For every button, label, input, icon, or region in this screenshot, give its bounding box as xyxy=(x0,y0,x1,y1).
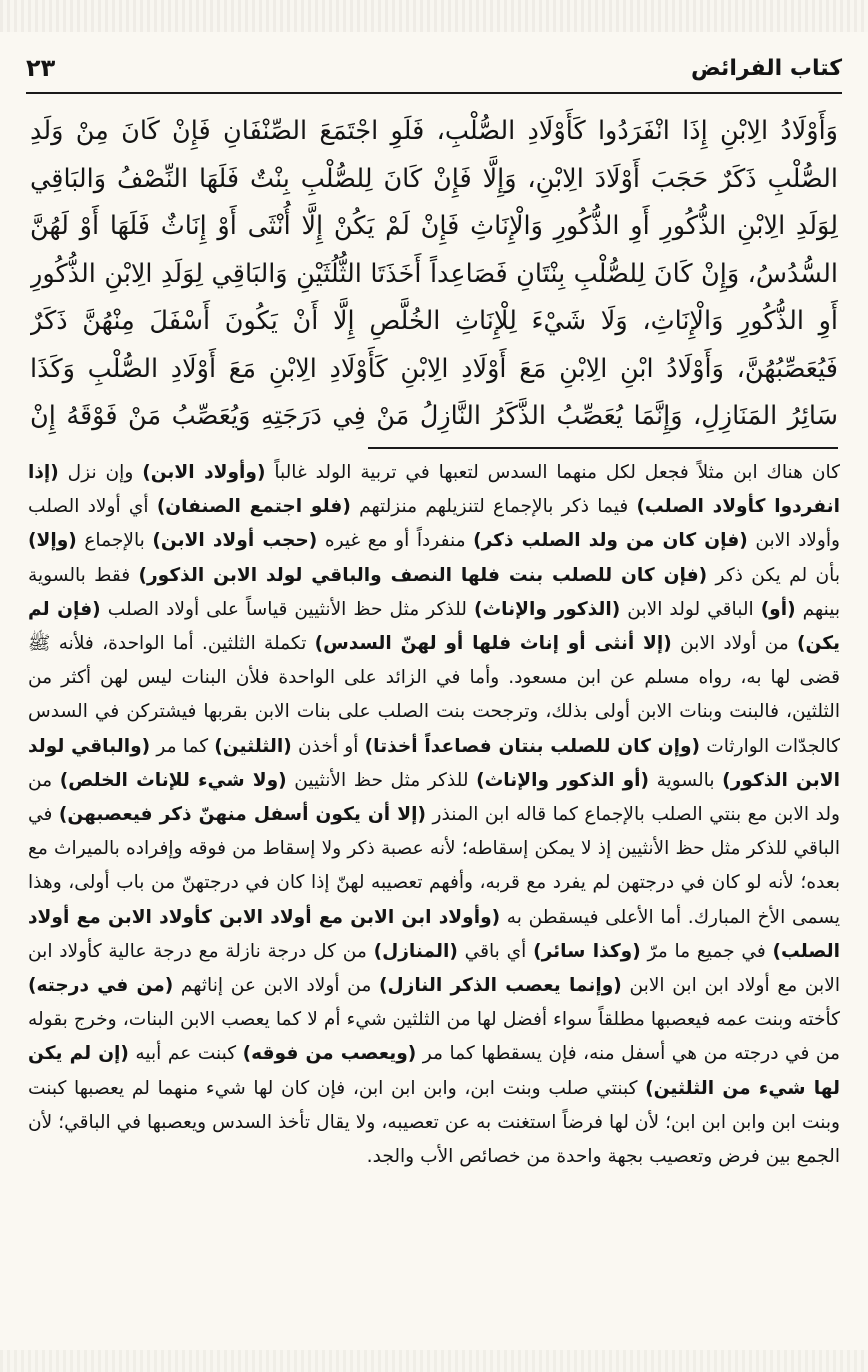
book-title: كتاب الفرائض xyxy=(691,56,842,81)
quoted-matn: (إن لم يكن لها شيء من الثلثين) xyxy=(28,1043,840,1099)
quoted-matn: (فإن كان من ولد الصلب ذكر) xyxy=(473,530,748,552)
commentary-segment: أو أخذن xyxy=(291,735,365,757)
commentary-segment: من كل درجة نازلة مع درجة عالية كأولاد ابن الابن مع أولاد ابن ابن الابن xyxy=(28,940,840,997)
footnote-separator xyxy=(368,447,838,449)
commentary-segment: بأن لم يكن ذكر xyxy=(707,564,840,586)
page-number: ٢٣ xyxy=(26,54,56,82)
scan-edge-bottom xyxy=(0,1350,868,1372)
commentary-segment: الباقي لولد الابن xyxy=(620,598,761,620)
quoted-matn: (فإن لم يكن) xyxy=(28,598,840,655)
commentary-segment: للذكر مثل حظ الأنثيين xyxy=(286,769,477,791)
quoted-matn: (الذكور والإناث) xyxy=(473,598,621,620)
scan-edge-top xyxy=(0,0,868,32)
commentary-segment: بالسوية xyxy=(649,769,723,791)
quoted-matn: (حجب أولاد الابن) xyxy=(152,530,318,552)
quoted-matn: (أو الذكور والإناث) xyxy=(476,769,650,791)
commentary-segment: فقط بالسوية بينهم xyxy=(28,564,840,620)
quoted-matn: (وإنما يعصب الذكر النازل) xyxy=(378,975,622,997)
quoted-matn: (وإلا) xyxy=(28,530,77,552)
commentary-segment: من أولاد الابن xyxy=(671,633,797,655)
commentary-segment: كان هناك ابن مثلاً فجعل لكل منهما السدس لتعبها في تربية الولد غالباً xyxy=(265,462,840,483)
commentary-segment: كأخته وبنت عمه فيعصبها مطلقاً سواء أفضل لها من الثلثين شيء أم لا كما يعصب الابن البنات، وخرج بقوله من في درجته من هي أسفل منه، فإن يسقطها كما مر xyxy=(28,1009,840,1065)
quoted-matn: (الثلثين) xyxy=(214,735,292,757)
quoted-matn: (فإن كان للصلب بنت فلها النصف والباقي لولد الابن الذكور) xyxy=(138,564,708,586)
commentary-segment: في الباقي للذكر مثل حظ الأنثيين إذ لا يمكن إسقاطه؛ لأنه عصبة ذكر ولا إسقاط من فوقه وإفراده بالميراث مع بعده؛ لأنه لو كان في درجتهن لم يفرد مع قربه، وأفهم تعصيبه لهنّ إذا كان في درجتهنّ من باب أولى، وهذا يسمى الأخ المبارك. أما الأعلى فيسقطن به xyxy=(28,804,840,928)
commentary-segment: أي باقي xyxy=(457,940,534,962)
quoted-matn: (من في درجته) xyxy=(28,975,174,997)
commentary-segment: تكملة الثلثين. أما الواحدة، فلأنه ﷺ قضى لها به، رواه مسلم عن ابن مسعود. وأما في الزائد على الواحدة فلأن البنات ليس لهن أكثر من الثلثين، فالبنت وبنات الابن أولى بذلك، وترجحت بنت الصلب على بنات الابن بقربها فيشتركن في السدس كالجدّات الوارثات xyxy=(28,633,840,757)
commentary-segment: من ولد الابن مع بنتي الصلب بالإجماع كما قاله ابن المنذر xyxy=(28,769,840,826)
quoted-matn: (والباقي لولد الابن الذكور) xyxy=(28,735,840,791)
quoted-matn: (وكذا سائر) xyxy=(533,940,641,962)
quoted-matn: (ويعصب من فوقه) xyxy=(242,1043,417,1065)
commentary-segment: كبنتي صلب وبنت ابن، وابن ابن ابن، فإن كان لها شيء منهما لم يعصبها كبنت وبنت ابن وابن ابن ابن؛ لأن لها فرضاً استغنت به عن تعصيبه، ولا يقال تأخذ السدس ويعصبها في الباقي؛ لأن الجمع بين فرض وتعصيب بجهة واحدة من خصائص الأب والجد. xyxy=(28,1077,840,1168)
commentary-segment: وإن نزل xyxy=(58,462,143,483)
commentary-segment: فيما ذكر بالإجماع لتنزيلهم منزلتهم xyxy=(350,496,637,518)
running-header xyxy=(26,52,842,94)
commentary-segment: أي أولاد الصلب وأولاد الابن xyxy=(28,496,840,552)
quoted-matn: (وإن كان للصلب بنتان فصاعداً أخذتا) xyxy=(364,735,701,757)
commentary-segment: من أولاد الابن عن إناثهم xyxy=(173,975,379,997)
quoted-matn: (إلا أنثى أو إناث فلها أو لهنّ السدس) xyxy=(314,633,672,655)
quoted-matn: (وأولاد ابن الابن مع أولاد الابن كأولاد الابن مع أولاد الصلب) xyxy=(28,906,840,962)
commentary-segment: كبنت عم أبيه xyxy=(128,1043,243,1065)
quoted-matn: (إذا انفردوا كأولاد الصلب) xyxy=(28,462,840,518)
matn-text: وَأَوْلَادُ الِابْنِ إِذَا انْفَرَدُوا كَأَوْلَادِ الصُّلْبِ، فَلَوِ اجْتَمَعَ الصِّنْفَانِ فَإِنْ كَانَ مِنْ وَلَدِ الصُّلْبِ ذَكَرٌ حَجَبَ أَوْلَادَ الِابْنِ، وَإِلَّا فَإِنْ كَانَ لِلصُّلْبِ بِنْتٌ فَلَهَا النِّصْفُ وَالبَاقِي لِوَلَدِ الِابْنِ الذُّكُورِ أَوِ الذُّكُورِ وَالْإِنَاثِ فَإِنْ لَمْ يَكُنْ إِلَّا أُنْثَى أَوْ إِنَاثٌ فَلَهَا أَوْ لَهُنَّ السُّدُسُ، وَإِنْ كَانَ لِلصُّلْبِ بِنْتَانِ فَصَاعِداً أَخَذَتَا الثُّلُثَيْنِ وَالبَاقِي لِوَلَدِ الِابْنِ الذُّكُورِ أَوِ الذُّكُورِ وَالْإِنَاثِ، وَلَا شَيْءَ لِلْإِنَاثِ الخُلَّصِ إِلَّا أَنْ يَكُونَ أَسْفَلَ مِنْهُنَّ ذَكَرٌ فَيُعَصِّبُهُنَّ، وَأَوْلَادُ ابْنِ الِابْنِ مَعَ أَوْلَادِ الِابْنِ كَأَوْلَادِ الِابْنِ مَعَ أَوْلَادِ الصُّلْبِ وَكَذَا سَائِرُ المَنَازِلِ، وَإِنَّمَا يُعَصِّبُ الذَّكَرُ النَّازِلُ مَنْ فِي دَرَجَتِهِ وَيُعَصِّبُ مَنْ فَوْقَهُ إِنْ xyxy=(30,116,838,431)
commentary-segment: منفرداً أو مع غيره xyxy=(317,530,474,552)
commentary-text xyxy=(28,456,840,1348)
commentary-segment: في جميع ما مرّ xyxy=(640,940,773,962)
commentary-segment: كما مر xyxy=(150,735,215,757)
quoted-matn: (فلو اجتمع الصنفان) xyxy=(156,496,351,518)
quoted-matn: (المنازل) xyxy=(373,940,458,962)
commentary-segment: للذكر مثل حظ الأنثيين قياساً على أولاد الصلب xyxy=(100,598,474,620)
quoted-matn: (وأولاد الابن) xyxy=(142,462,266,483)
commentary-segment: بالإجماع xyxy=(76,530,153,552)
quoted-matn: (أو) xyxy=(760,598,796,620)
quoted-matn: (ولا شيء للإناث الخلص) xyxy=(59,769,287,791)
quoted-matn: (إلا أن يكون أسفل منهنّ ذكر فيعصبهن) xyxy=(58,804,426,826)
